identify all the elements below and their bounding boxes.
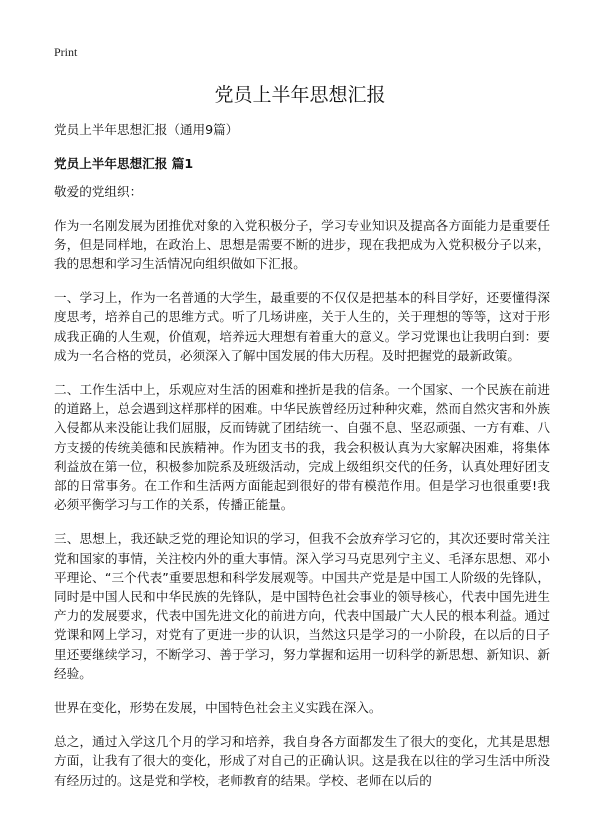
section-heading: 党员上半年思想汇报 篇1 bbox=[54, 156, 194, 172]
salutation: 敬爱的党组织： bbox=[54, 184, 143, 200]
document-title: 党员上半年思想汇报 bbox=[214, 84, 386, 106]
document-body bbox=[54, 120, 550, 805]
paragraph-world: 世界在变化，形势在发展，中国特色社会主义实践在深入。 bbox=[54, 700, 382, 716]
paragraph-thought: 三、思想上，我还缺乏党的理论知识的学习，但我不会放弃学习它的，其次还要时常关注党和国家的事情，关注校内外的重大事情。深入学习马克思列宁主义、毛泽东思想、邓小平理论、“三个代表”重要思想和科学发展观等。中国共产党是是中国工人阶级的先锋队，同时是中国人民和中华民族的先锋队，是中国特色社会事业的领导核心，代表中国先进生产力的发展要求，代表中国先进文化的前进方向，代表中国最广大人民的根本利益。通过党课和网上学习，对党有了更进一步的认识，当然这只是学习的一小阶段，在以后的日子里还要继续学习，不断学习、善于学习，努力掌握和运用一切科学的新思想、新知识、新经验。 bbox=[54, 531, 550, 681]
paragraph-work-life: 二、工作生活中上，乐观应对生活的困难和挫折是我的信条。一个国家、一个民族在前进的道路上，总会遇到这样那样的困难。中华民族曾经历过种种灾难，然而自然灾害和外族入侵都从来没能让我们屈服，反而铸就了团结统一、自强不息、坚忍顽强、一方有难、八方支援的传统美德和民族精神。作为团支书的我，我会积极认真为大家解决困难，将集体利益放在第一位，积极参加院系及班级活动，完成上级组织交代的任务，认真处理好团支部的日常事务。在工作和生活两方面能起到很好的带有模范作用。但是学习也很重要!我必须平衡学习与工作的关系，传播正能量。 bbox=[54, 382, 550, 513]
paragraph-intro: 作为一名刚发展为团推优对象的入党积极分子，学习专业知识及提高各方面能力是重要任务，但是同样地，在政治上、思想是需要不断的进步，现在我把成为入党积极分子以来，我的思想和学习生活情况向组织做如下汇报。 bbox=[54, 217, 550, 272]
document-subtitle: 党员上半年思想汇报（通用9篇） bbox=[54, 122, 239, 137]
print-label: Print bbox=[54, 45, 78, 59]
paragraph-summary: 总之，通过入学这几个月的学习和培养，我自身各方面都发生了很大的变化，尤其是思想方面，让我有了很大的变化，形成了对自己的正确认识。这是我在以往的学习生活中所没有经历过的。这是党和学校，老师教育的结果。学校、老师在以后的 bbox=[54, 734, 550, 788]
paragraph-study: 一、学习上，作为一名普通的大学生，最重要的不仅仅是把基本的科目学好，还要懂得深度思考，培养自己的思维方式。听了几场讲座，关于人生的，关于理想的等等，这对于形成我正确的人生观，价值观，培养远大理想有着重大的意义。学习党课也让我明白到：要成为一名合格的党员，必须深入了解中国发展的伟大历程。及时把握党的最新政策。 bbox=[54, 290, 550, 363]
